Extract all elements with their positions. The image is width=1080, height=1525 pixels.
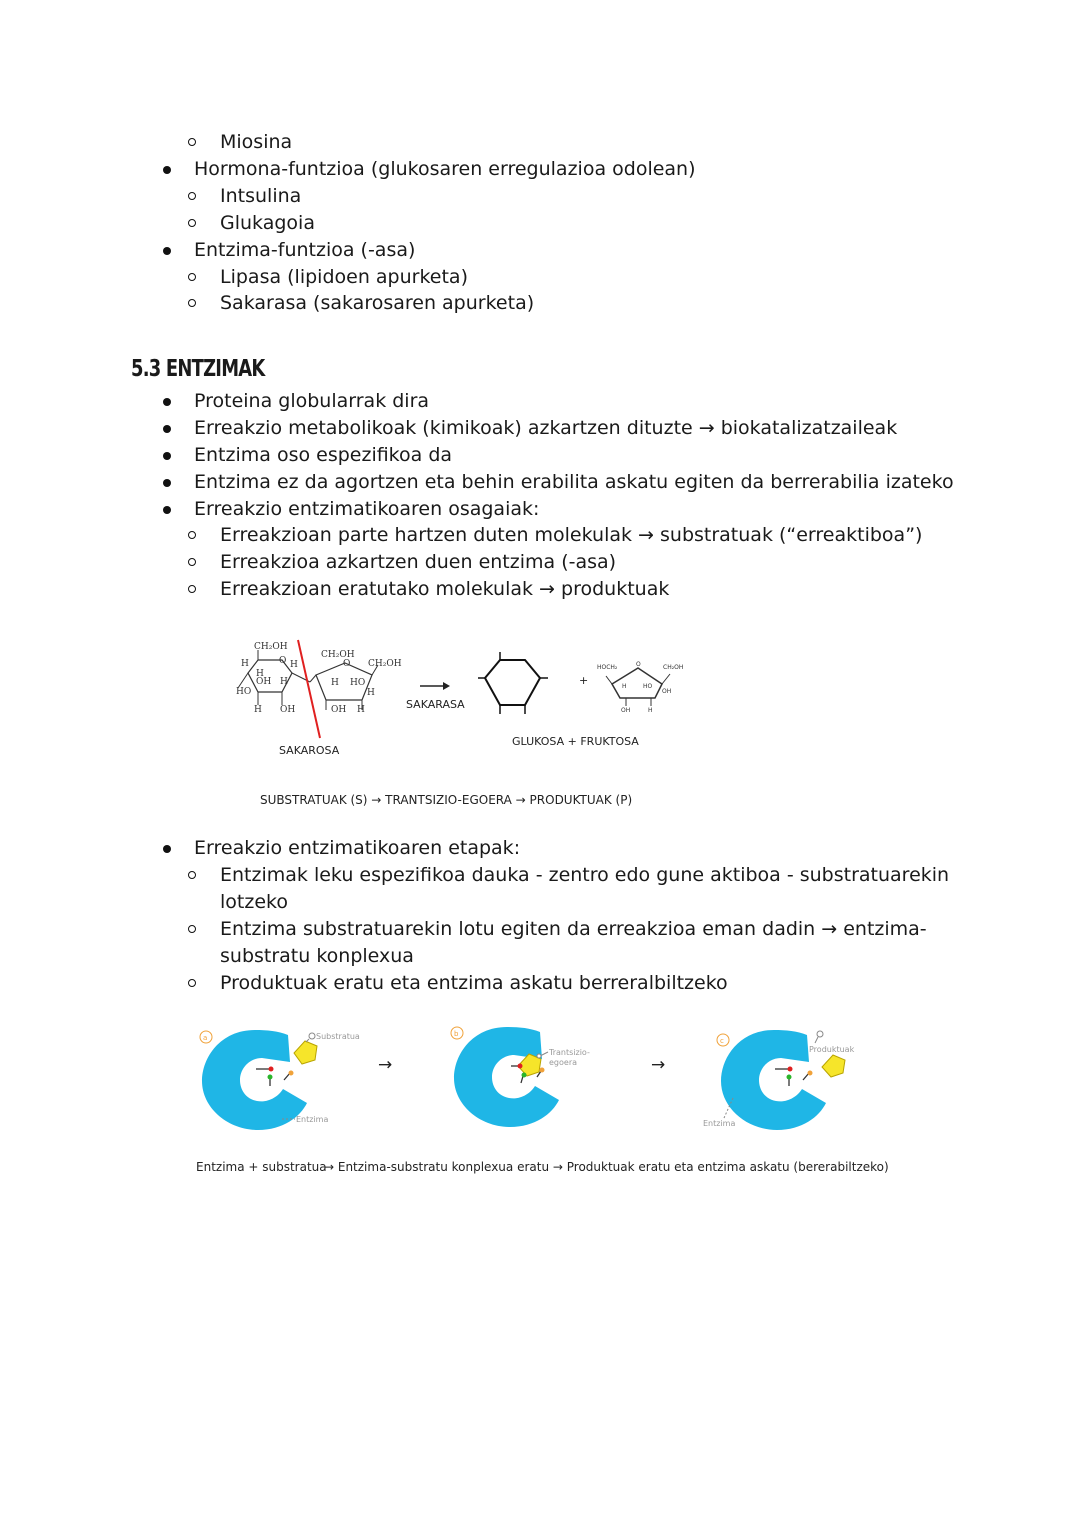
panel-a xyxy=(200,1030,360,1130)
chem-label: H xyxy=(357,705,365,715)
figure1-caption: SUBSTRATUAK (S) → TRANTSIZIO-EGOERA → PRODUKTUAK (P) xyxy=(260,793,633,807)
chem-label: H xyxy=(331,678,339,688)
plus-sign: + xyxy=(579,674,589,687)
chem-label: O xyxy=(343,659,351,669)
chem-label: O xyxy=(636,661,641,668)
chem-label: H xyxy=(367,688,375,698)
figure2-caption-part1: Entzima + substratua xyxy=(196,1160,327,1174)
step-a-letter: a xyxy=(203,1034,208,1042)
enzyme-label-a: Entzima xyxy=(296,1115,329,1124)
chem-label: HO xyxy=(643,683,653,690)
chem-label: HO xyxy=(236,687,252,697)
figure2-caption-part2: → Entzima-substratu konplexua eratu → Produktuak eratu eta entzima askatu (bererabiltzeko) xyxy=(324,1160,889,1174)
enzyme-shape xyxy=(202,1030,307,1130)
chem-label: H xyxy=(254,705,262,715)
chem-label: CH₂OH xyxy=(663,664,684,671)
chem-label: H xyxy=(241,659,249,669)
chem-label: OH xyxy=(256,677,272,687)
chem-label: H xyxy=(622,683,627,690)
chem-label: HO xyxy=(350,678,366,688)
product-icon xyxy=(822,1055,845,1077)
arrow-icon: → xyxy=(378,1055,393,1075)
chem-label: H xyxy=(256,669,264,679)
products-label: GLUKOSA + FRUKTOSA xyxy=(512,735,639,748)
chem-label: CH₂OH xyxy=(368,659,402,669)
chem-label: CH₂OH xyxy=(254,642,288,652)
chem-label: OH xyxy=(621,707,631,714)
substrate-icon xyxy=(294,1041,317,1064)
enzyme-label-c: Entzima xyxy=(703,1119,736,1128)
sucrose-label: SAKAROSA xyxy=(279,744,340,757)
chem-label: OH xyxy=(280,705,296,715)
enzyme-shape xyxy=(454,1027,559,1127)
chem-label: OH xyxy=(662,688,672,695)
substrate-label: Substratua xyxy=(316,1032,360,1041)
product-label: Produktuak xyxy=(809,1045,855,1054)
chem-label: CH₂OH xyxy=(321,650,355,660)
chem-label: O xyxy=(279,656,287,666)
transition-label-2: egoera xyxy=(549,1058,578,1067)
chem-label: H xyxy=(280,677,288,687)
arrow-icon: → xyxy=(651,1055,666,1075)
chem-label: HOCH₂ xyxy=(597,664,618,671)
step-b-letter: b xyxy=(454,1030,459,1038)
panel-b xyxy=(451,1027,590,1127)
chem-label: OH xyxy=(331,705,347,715)
chem-label: H xyxy=(290,660,298,670)
panel-c xyxy=(703,1030,855,1130)
chem-label: H xyxy=(648,707,653,714)
enzyme-label: SAKARASA xyxy=(406,698,465,711)
section-heading: 5.3 ENTZIMAK xyxy=(131,356,265,382)
transition-label-1: Trantsizio- xyxy=(549,1048,590,1057)
step-c-letter: c xyxy=(720,1037,724,1045)
